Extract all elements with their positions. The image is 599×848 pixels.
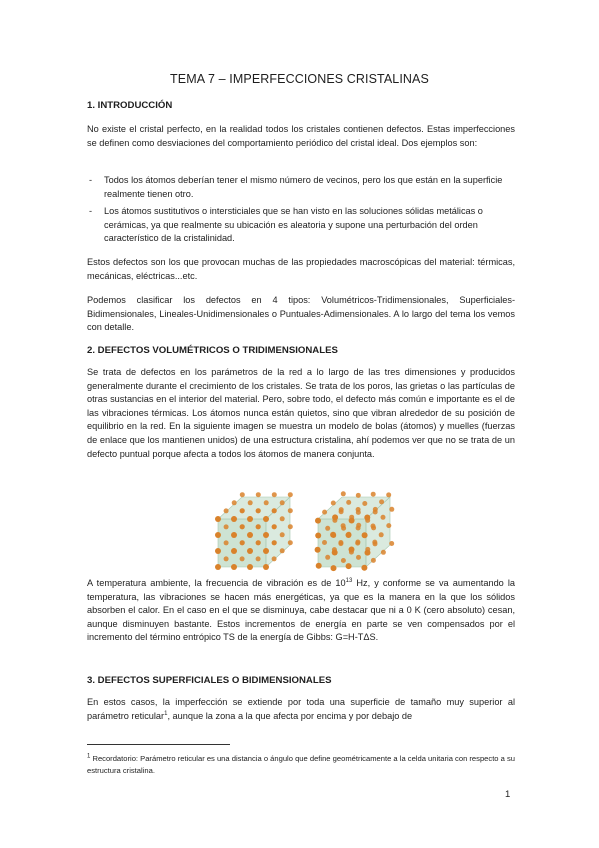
atom: [272, 524, 277, 529]
atom: [332, 550, 338, 556]
atom: [231, 516, 237, 522]
atom: [362, 532, 368, 538]
atom: [240, 492, 245, 497]
atom: [356, 510, 361, 515]
atom: [373, 541, 378, 546]
atom: [379, 499, 384, 504]
atom: [373, 507, 378, 512]
atom: [356, 493, 361, 498]
atom: [256, 492, 261, 497]
atom: [232, 500, 237, 505]
atom: [256, 556, 261, 561]
bullet-dash: -: [89, 206, 93, 216]
atom: [330, 532, 336, 538]
atom: [349, 518, 355, 524]
atom: [224, 540, 229, 545]
bullet-text: Los átomos sustitutivos o intersticiales que se han visto en las soluciones sólidas metálicas o cerámicas, ya que realmente su ubicación es aleatoria y supone una perturbación del orden característico de la cristalinidad.: [104, 206, 483, 244]
atom: [331, 501, 336, 506]
atom: [247, 532, 253, 538]
atom: [256, 524, 261, 529]
atom: [341, 523, 346, 528]
atom: [355, 540, 360, 545]
atom: [346, 563, 352, 569]
atom: [325, 555, 330, 560]
atom: [224, 524, 229, 529]
atom: [322, 510, 327, 515]
bullet-item-2: [89, 205, 515, 246]
atom: [263, 516, 269, 522]
bullet-text: Todos los átomos deberían tener el mismo número de vecinos, pero los que están en la superficie realmente tienen otro.: [104, 175, 503, 199]
atom: [371, 524, 376, 529]
atom: [386, 523, 391, 528]
footnote: $^1$ Recordatorio: Parámetro reticular es una distancia o ángulo que define geométricamente a la celda unitaria con respecto a su estructura cristalina.: [87, 753, 515, 775]
atom: [272, 540, 277, 545]
section-2-paragraph-1: Se trata de defectos en los parámetros de la red a lo largo de las tres dimensiones y producidos generalmente durante el crecimiento de los cristales. Se trata de los poros, las grietas o las partículas de otras sustancias en el interior del material. Pero, sobre todo, el defecto más común e importante es el de las vibraciones térmicas. Los átomos nunca están quietos, sino que vibran alrededor de su posición de equilibrio en la red. En la siguiente imagen se muestra un modelo de bolas (átomos) y muelles (fuerzas de enlace que los mantienen unidos) de una estructura cristalina, ahí podemos ver que no se trata de un defecto puntual porque afecta a todos los átomos de manera conjunta.: [87, 367, 515, 459]
atom: [381, 515, 386, 520]
atom: [247, 564, 253, 570]
atom: [365, 550, 371, 556]
footnote-divider: [87, 744, 230, 745]
atom: [288, 524, 293, 529]
atom: [215, 532, 221, 538]
atom: [356, 526, 361, 531]
section-3-heading: 3. DEFECTOS SUPERFICIALES O BIDIMENSIONALES: [87, 675, 332, 686]
atom: [263, 548, 269, 554]
atom: [263, 532, 269, 538]
atom: [240, 524, 245, 529]
atom: [263, 564, 269, 570]
atom: [341, 558, 346, 563]
atom: [316, 563, 322, 569]
section-1-heading: 1. INTRODUCCIÓN: [87, 100, 173, 111]
atom: [315, 547, 321, 553]
atom: [288, 540, 293, 545]
atom: [341, 491, 346, 496]
atom: [364, 515, 370, 521]
atom: [215, 548, 221, 554]
atom: [280, 548, 285, 553]
atom: [386, 492, 391, 497]
ball-spring-crystal-figure: [200, 487, 400, 573]
section-3-paragraph-1: En estos casos, la imperfección se extiende por toda una superficie de tamaño muy superior al parámetro reticular$^1$, aunque la zona a la que afecta por encima y por debajo de: [87, 697, 515, 721]
bullet-item-1: [89, 174, 515, 201]
atom: [322, 540, 327, 545]
atom: [231, 548, 237, 554]
atom: [346, 500, 351, 505]
atom: [280, 516, 285, 521]
atom: [240, 508, 245, 513]
atom: [381, 550, 386, 555]
atom: [224, 556, 229, 561]
bullet-dash: -: [89, 175, 93, 185]
crystal-lattice-left: [215, 492, 293, 570]
atom: [362, 501, 367, 506]
atom: [288, 508, 293, 513]
atom: [371, 558, 376, 563]
atom: [332, 514, 338, 520]
atom: [240, 556, 245, 561]
atom: [325, 526, 330, 531]
atom: [315, 518, 321, 524]
section-1-paragraph-3: Podemos clasificar los defectos en 4 tipos: Volumétricos-Tridimensionales, Superficiales-Bidimensionales, Lineales-Unidimensionales o Puntuales-Adimensionales. A lo largo del tema los vemos con detalle.: [87, 295, 515, 333]
section-1-paragraph-2: Estos defectos son los que provocan muchas de las propiedades macroscópicas del material: térmicas, mecánicas, eléctricas...etc.: [87, 257, 515, 281]
atom: [215, 564, 221, 570]
atom: [280, 500, 285, 505]
page-number: 1: [505, 789, 511, 800]
atom: [379, 532, 384, 537]
atom: [361, 565, 367, 571]
atom: [371, 492, 376, 497]
atom: [389, 507, 394, 512]
atom: [231, 532, 237, 538]
atom: [346, 532, 352, 538]
atom: [240, 540, 245, 545]
atom: [389, 541, 394, 546]
atom: [272, 508, 277, 513]
section-1-paragraph-1: No existe el cristal perfecto, en la realidad todos los cristales contienen defectos. Estas imperfecciones se definen como desviaciones del comportamiento periódico del cristal ideal. Dos ejemplos son:: [87, 124, 515, 148]
section-2-paragraph-2: A temperatura ambiente, la frecuencia de vibración es de $10^{13}$ Hz, y conforme se va aumentando la temperatura, las vibraciones se hacen más energéticas, ya que es la manera en la que los sólidos absorben el calor. En el caso en el que se disminuya, cabe destacar que ni a 0 K (cero absoluto) cesan, aunque disminuyen bastante. Estos incrementos de energía en parte se ven compensados por el incremento del término entrópico TS de la energía de Gibbs: G=H-TΔS.: [87, 577, 515, 643]
atom: [349, 547, 355, 553]
document-title: TEMA 7 – IMPERFECCIONES CRISTALINAS: [170, 72, 429, 86]
atom: [272, 492, 277, 497]
atom: [288, 492, 293, 497]
atom: [248, 500, 253, 505]
atom: [247, 516, 253, 522]
atom: [215, 516, 221, 522]
atom: [256, 508, 261, 513]
atom: [280, 532, 285, 537]
atom: [339, 507, 344, 512]
atom: [256, 540, 261, 545]
atom: [356, 555, 361, 560]
atom: [331, 565, 337, 571]
atom: [264, 500, 269, 505]
atom: [315, 533, 321, 539]
atom: [272, 556, 277, 561]
atom: [224, 508, 229, 513]
section-2-heading: 2. DEFECTOS VOLUMÉTRICOS O TRIDIMENSIONALES: [87, 345, 338, 356]
atom: [231, 564, 237, 570]
crystal-lattice-right: [315, 491, 395, 571]
atom: [338, 541, 343, 546]
atom: [247, 548, 253, 554]
